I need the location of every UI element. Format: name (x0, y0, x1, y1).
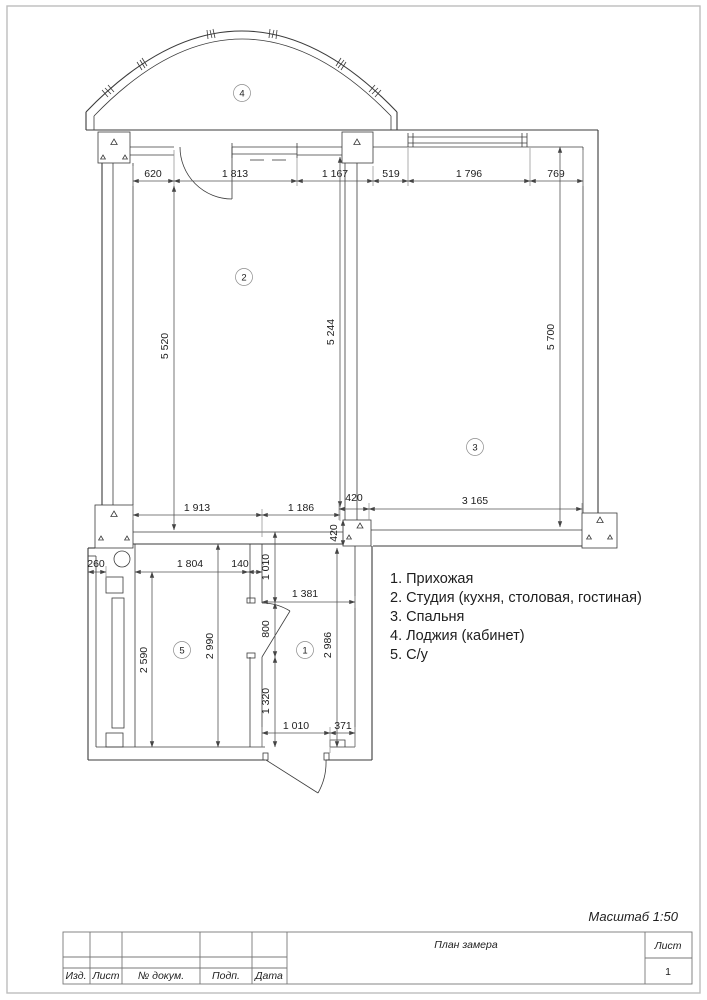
dimension-label: 140 (231, 558, 249, 570)
legend-item: 5. С/у (390, 647, 428, 663)
title-block-col-doc: № докум. (137, 970, 185, 982)
dimensions (87, 147, 583, 753)
legend-item: 1. Прихожая (390, 571, 474, 587)
dimension-label: 1 813 (221, 168, 249, 180)
title-block-col-podp: Подп. (212, 970, 240, 982)
title-block-col-izd: Изд. (65, 970, 87, 982)
room-number-label: 4 (239, 88, 245, 100)
dimension-label: 1 796 (455, 168, 483, 180)
legend-item: 2. Студия (кухня, столовая, гостиная) (390, 590, 642, 606)
sheet-number: 1 (665, 966, 671, 978)
dimension-label: 5 520 (159, 332, 171, 360)
dimension-label: 1 913 (183, 502, 211, 514)
title-block-col-list: Лист (92, 970, 120, 982)
room-number-label: 1 (302, 645, 308, 657)
dimension-label: 519 (382, 168, 400, 180)
legend-item: 4. Лоджия (кабинет) (390, 628, 525, 644)
scale-label: Масштаб 1:50 (588, 909, 678, 924)
dimension-label: 260 (87, 558, 105, 570)
dimension-label: 5 244 (325, 318, 337, 346)
dimension-label: 420 (345, 492, 363, 504)
legend-item: 3. Спальня (390, 609, 465, 625)
entrance-door (263, 753, 329, 793)
dimension-label: 620 (144, 168, 162, 180)
dimension-label: 769 (547, 168, 565, 180)
dimension-label: 3 165 (461, 495, 489, 507)
dimension-label: 1 320 (260, 687, 272, 715)
drawing-title: План замера (434, 939, 498, 951)
dimension-label: 2 986 (322, 631, 334, 659)
room-number-studio (236, 269, 253, 286)
dimension-label: 2 990 (204, 632, 216, 660)
dimension-label: 5 700 (545, 323, 557, 351)
dimension-label: 1 186 (287, 502, 315, 514)
room-number-label: 2 (241, 272, 247, 284)
title-block (63, 932, 692, 984)
column (98, 132, 130, 163)
bedroom-window (408, 133, 527, 147)
loggia-bay-window (86, 29, 397, 130)
dimension-label: 1 010 (260, 553, 272, 581)
title-block-col-data: Дата (255, 970, 283, 982)
dimension-label: 371 (334, 720, 352, 732)
column (582, 513, 617, 548)
dimension-label: 1 167 (321, 168, 349, 180)
room-number-label: 5 (179, 645, 185, 657)
dimension-label: 2 590 (138, 646, 150, 674)
dimension-label: 1 804 (176, 558, 204, 570)
dimension-label: 1 010 (282, 720, 310, 732)
dimension-label: 1 381 (291, 588, 319, 600)
bathroom-fixtures (106, 551, 130, 747)
room-number-label: 3 (472, 442, 478, 454)
room-number-loggia (234, 85, 251, 102)
dimension-label: 800 (260, 620, 272, 638)
room-number-hallway (297, 642, 314, 659)
room-number-bathroom (174, 642, 191, 659)
columns (95, 132, 617, 548)
dimension-label: 420 (328, 524, 340, 542)
room-number-bedroom (467, 439, 484, 456)
sheet-label: Лист (654, 940, 682, 952)
legend (390, 571, 642, 663)
column (95, 505, 133, 548)
column (342, 132, 373, 163)
column (343, 520, 371, 546)
